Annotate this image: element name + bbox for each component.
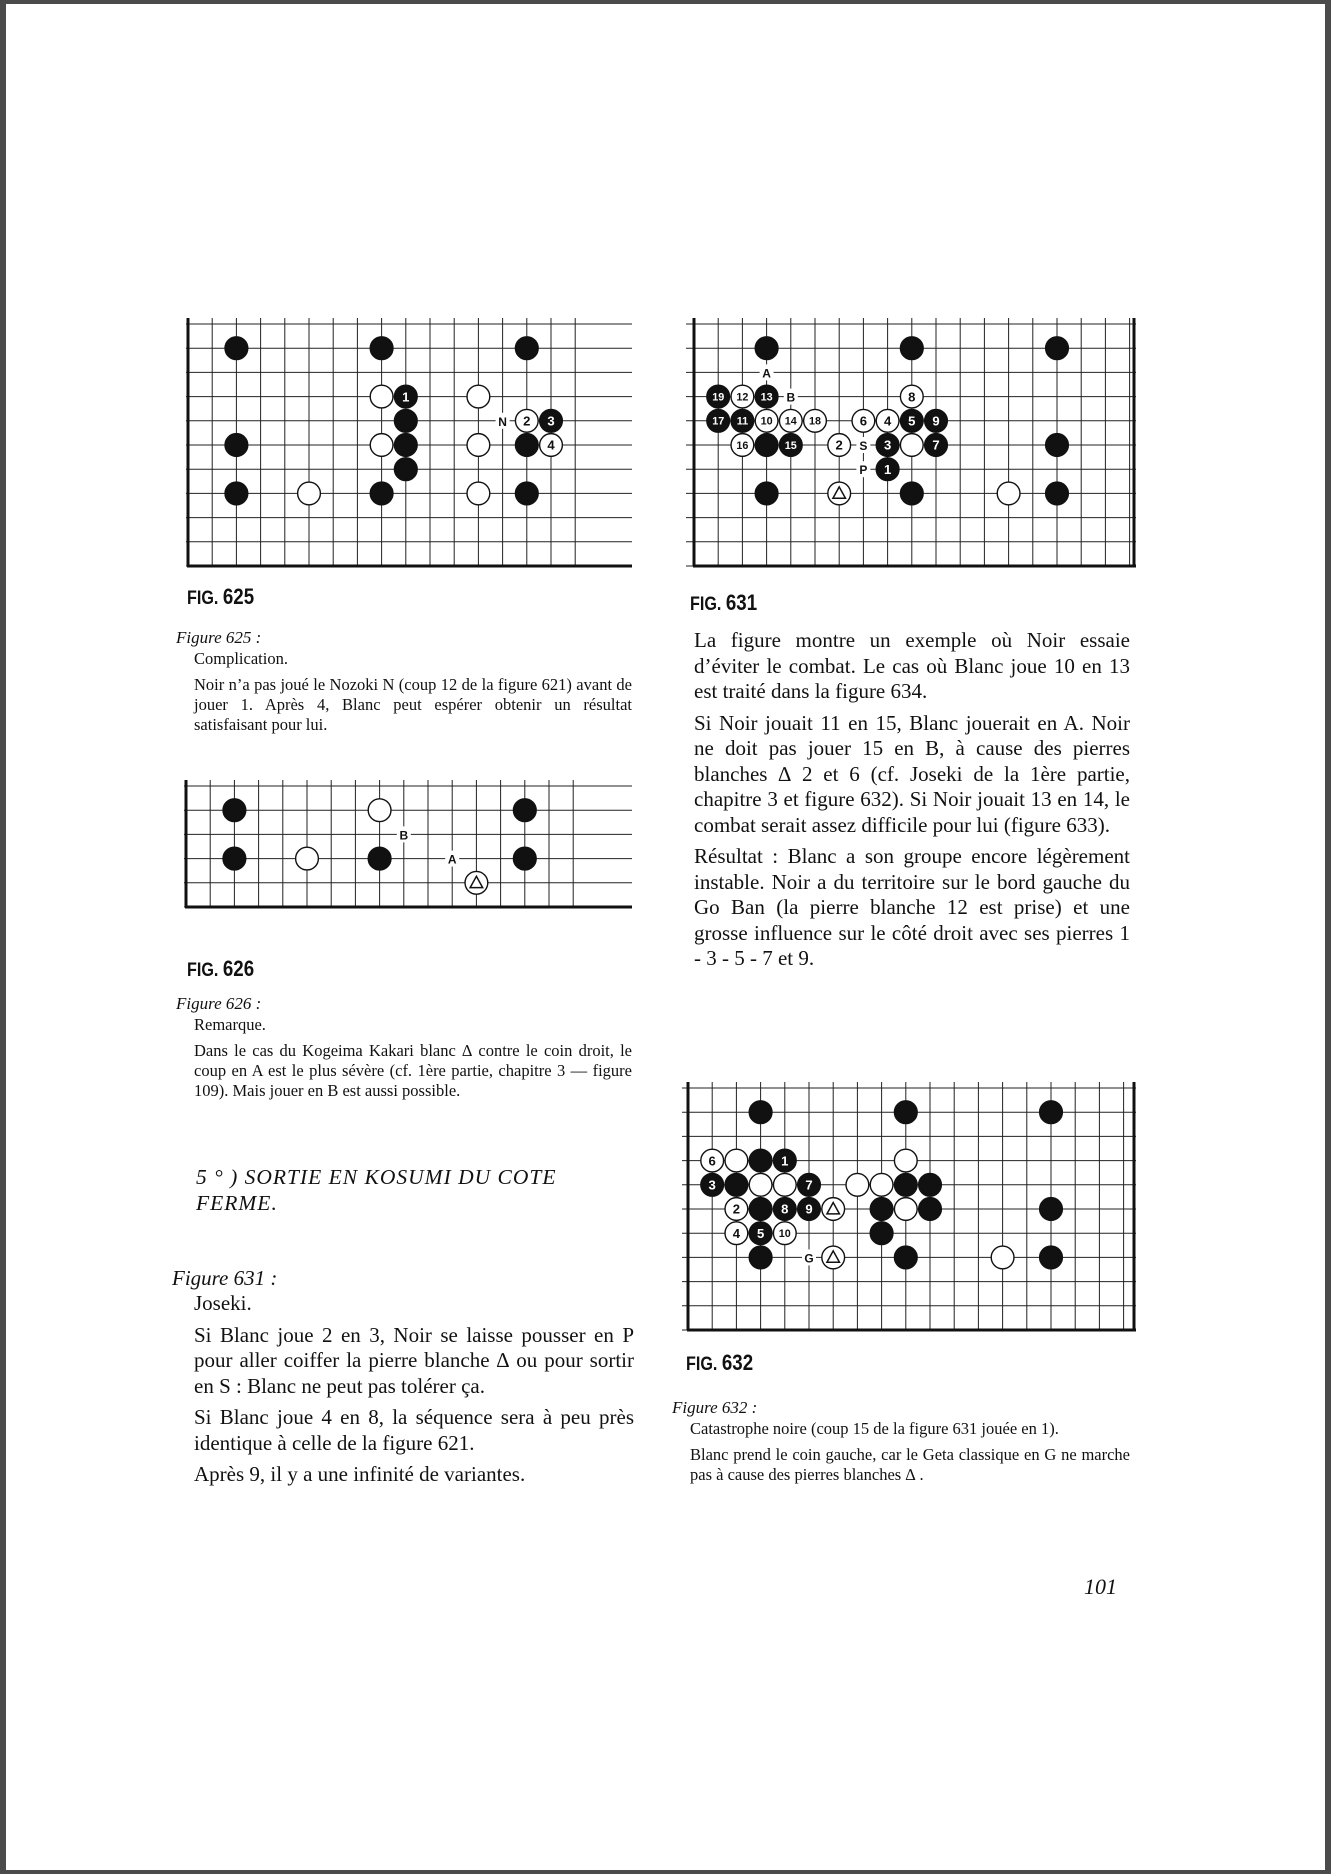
black-stone bbox=[513, 847, 536, 870]
white-stone bbox=[870, 1173, 893, 1196]
stone-number: 1 bbox=[781, 1153, 789, 1169]
black-stone bbox=[394, 458, 417, 481]
black-stone bbox=[223, 799, 246, 822]
black-stone bbox=[894, 1173, 917, 1196]
white-stone bbox=[828, 482, 851, 505]
board-letter: A bbox=[447, 852, 457, 867]
black-stone bbox=[749, 1222, 772, 1245]
black-stone bbox=[1046, 337, 1069, 360]
caption-title: Figure 625 : bbox=[176, 628, 262, 647]
caption-title: Figure 626 : bbox=[176, 994, 262, 1013]
white-stone bbox=[773, 1222, 796, 1245]
fig-631-caption bbox=[172, 1266, 634, 1488]
stone-number: 8 bbox=[781, 1201, 789, 1217]
stone-number: 3 bbox=[883, 437, 892, 453]
black-stone bbox=[515, 337, 538, 360]
stone-number: 10 bbox=[760, 415, 773, 428]
black-stone bbox=[370, 482, 393, 505]
black-stone bbox=[749, 1198, 772, 1221]
white-stone bbox=[900, 434, 923, 457]
black-stone bbox=[370, 337, 393, 360]
board-letter: A bbox=[762, 366, 771, 381]
white-stone bbox=[467, 482, 490, 505]
stone-number: 19 bbox=[712, 391, 725, 404]
black-stone bbox=[515, 482, 538, 505]
black-stone bbox=[513, 799, 536, 822]
black-stone bbox=[394, 434, 417, 457]
stone-number: 15 bbox=[784, 439, 797, 452]
stone-number: 3 bbox=[547, 413, 555, 429]
white-stone bbox=[779, 409, 802, 432]
stone-number: 14 bbox=[784, 415, 797, 428]
stone-number: 12 bbox=[736, 391, 749, 404]
board-letter: P bbox=[859, 463, 868, 478]
caption-subtitle: Complication. bbox=[194, 649, 288, 668]
stone-number: 4 bbox=[547, 437, 555, 453]
stone-number: 3 bbox=[708, 1177, 716, 1193]
white-stone bbox=[894, 1198, 917, 1221]
stone-number: 2 bbox=[835, 437, 843, 453]
stone-number: 5 bbox=[908, 413, 916, 429]
black-stone bbox=[225, 434, 248, 457]
black-stone bbox=[707, 385, 730, 408]
black-stone bbox=[900, 337, 923, 360]
white-stone bbox=[900, 385, 923, 408]
white-stone bbox=[370, 385, 393, 408]
stone-number: 2 bbox=[732, 1201, 741, 1217]
board-letter: G bbox=[804, 1251, 814, 1266]
stone-number: 18 bbox=[808, 415, 822, 428]
white-stone bbox=[515, 409, 538, 432]
fig-625-label: FIG. 625 bbox=[187, 584, 255, 609]
black-stone bbox=[798, 1173, 821, 1196]
stone-number: 8 bbox=[908, 389, 916, 405]
fig-631-label: FIG. 631 bbox=[690, 590, 758, 615]
black-stone bbox=[894, 1101, 917, 1124]
go-board-fig-632 bbox=[682, 1082, 1136, 1346]
white-stone bbox=[467, 434, 490, 457]
go-board-fig-626 bbox=[184, 780, 632, 950]
black-stone bbox=[798, 1198, 821, 1221]
fig-632-label: FIG. 632 bbox=[686, 1350, 754, 1375]
white-stone bbox=[822, 1198, 845, 1221]
black-stone bbox=[894, 1246, 917, 1269]
black-stone bbox=[925, 409, 948, 432]
book-page bbox=[6, 4, 1325, 1870]
white-stone bbox=[465, 871, 488, 894]
black-stone bbox=[749, 1101, 772, 1124]
black-stone bbox=[701, 1173, 724, 1196]
black-stone bbox=[225, 337, 248, 360]
black-stone bbox=[1040, 1198, 1063, 1221]
black-stone bbox=[755, 434, 778, 457]
board-letter: N bbox=[498, 414, 507, 429]
fig-626-label: FIG. 626 bbox=[187, 956, 255, 981]
black-stone bbox=[394, 385, 417, 408]
black-stone bbox=[773, 1198, 796, 1221]
stone-number: 16 bbox=[736, 439, 749, 452]
caption-paragraph: Si Blanc joue 2 en 3, Noir se laisse pousser en P pour aller coiffer la pierre blanche ∆ ou pour sortir en S : Blanc ne peut pas tolérer ça. bbox=[194, 1322, 634, 1398]
black-stone bbox=[876, 434, 899, 457]
stone-number: 13 bbox=[760, 391, 773, 404]
white-stone bbox=[773, 1173, 796, 1196]
stone-number: 9 bbox=[805, 1201, 813, 1217]
board-letter: B bbox=[399, 828, 409, 843]
stone-number: 4 bbox=[732, 1225, 741, 1241]
black-stone bbox=[925, 434, 948, 457]
section-heading: 5 ° ) SORTIE EN KOSUMI DU COTE FERME. bbox=[196, 1165, 557, 1215]
black-stone bbox=[1040, 1246, 1063, 1269]
black-stone bbox=[870, 1198, 893, 1221]
caption-text: Dans le cas du Kogeima Kakari blanc ∆ contre le coin droit, le coup en A est le plus sévère (cf. 1ère partie, chapitre 3 — figure 109). Mais jouer en B est aussi possible. bbox=[194, 1041, 632, 1100]
white-stone bbox=[296, 847, 319, 870]
stone-number: 2 bbox=[523, 413, 531, 429]
body-paragraph: Si Noir jouait 11 en 15, Blanc jouerait en A. Noir ne doit pas jouer 15 en B, à cause des pierres blanches ∆ 2 et 6 (cf. Joseki de la 1ère partie, chapitre 3 et figure 632). Si Noir jouait 13 en 14, le combat serait assez difficile pour lui (figure 633). bbox=[694, 710, 1130, 837]
white-stone bbox=[852, 409, 875, 432]
white-stone bbox=[991, 1246, 1014, 1269]
caption-paragraph: Si Blanc joue 4 en 8, la séquence sera à peu près identique à celle de la figure 621. bbox=[194, 1405, 634, 1455]
white-stone bbox=[828, 434, 851, 457]
black-stone bbox=[540, 409, 563, 432]
stone-number: 1 bbox=[883, 461, 892, 477]
caption-paragraph: Après 9, il y a une infinité de variantes. bbox=[194, 1462, 526, 1486]
stone-number: 7 bbox=[932, 437, 940, 453]
black-stone bbox=[515, 434, 538, 457]
board-letter: S bbox=[859, 439, 868, 453]
black-stone bbox=[1046, 434, 1069, 457]
white-stone bbox=[846, 1173, 869, 1196]
go-board-fig-625 bbox=[186, 318, 632, 580]
caption-subtitle: Joseki. bbox=[194, 1291, 252, 1315]
fig-626-caption bbox=[176, 994, 632, 1101]
black-stone bbox=[749, 1246, 772, 1269]
black-stone bbox=[919, 1173, 942, 1196]
board-letter: B bbox=[786, 390, 796, 405]
stone-number: 10 bbox=[778, 1228, 791, 1241]
white-stone bbox=[894, 1149, 917, 1172]
white-stone bbox=[298, 482, 321, 505]
black-stone bbox=[225, 482, 248, 505]
stone-number: 11 bbox=[736, 415, 749, 428]
black-stone bbox=[368, 847, 391, 870]
white-stone bbox=[370, 434, 393, 457]
caption-title: Figure 632 : bbox=[672, 1398, 758, 1417]
fig-625-caption bbox=[176, 628, 632, 735]
black-stone bbox=[779, 434, 802, 457]
black-stone bbox=[223, 847, 246, 870]
right-column-text bbox=[694, 628, 1130, 972]
black-stone bbox=[876, 458, 899, 481]
black-stone bbox=[773, 1149, 796, 1172]
white-stone bbox=[755, 409, 778, 432]
white-stone bbox=[725, 1198, 748, 1221]
black-stone bbox=[900, 409, 923, 432]
white-stone bbox=[749, 1173, 772, 1196]
black-stone bbox=[755, 385, 778, 408]
stone-number: 4 bbox=[883, 413, 892, 429]
white-stone bbox=[822, 1246, 845, 1269]
stone-number: 7 bbox=[805, 1177, 813, 1193]
white-stone bbox=[540, 434, 563, 457]
caption-text: Noir n’a pas joué le Nozoki N (coup 12 de la figure 621) avant de jouer 1. Après 4, Blanc peut espérer obtenir un résultat satisfaisant pour lui. bbox=[194, 675, 632, 734]
stone-number: 1 bbox=[402, 389, 410, 405]
stone-number: 9 bbox=[932, 413, 940, 429]
black-stone bbox=[394, 409, 417, 432]
white-stone bbox=[731, 434, 754, 457]
black-stone bbox=[919, 1198, 942, 1221]
black-stone bbox=[870, 1222, 893, 1245]
go-board-fig-631 bbox=[686, 318, 1136, 582]
black-stone bbox=[1040, 1101, 1063, 1124]
caption-paragraph: Blanc prend le coin gauche, car le Geta classique en G ne marche pas à cause des pierres blanches ∆ . bbox=[690, 1445, 1130, 1484]
black-stone bbox=[731, 409, 754, 432]
white-stone bbox=[725, 1222, 748, 1245]
caption-title: Figure 631 : bbox=[172, 1266, 278, 1290]
stone-number: 5 bbox=[756, 1225, 765, 1241]
black-stone bbox=[749, 1149, 772, 1172]
fig-632-caption bbox=[672, 1398, 1130, 1485]
white-stone bbox=[804, 409, 827, 432]
board-grid bbox=[184, 780, 632, 907]
page-number: 101 bbox=[1084, 1574, 1117, 1599]
black-stone bbox=[1046, 482, 1069, 505]
caption-subtitle: Remarque. bbox=[194, 1015, 266, 1034]
white-stone bbox=[876, 409, 899, 432]
caption-paragraph: Catastrophe noire (coup 15 de la figure 631 jouée en 1). bbox=[690, 1419, 1059, 1438]
black-stone bbox=[900, 482, 923, 505]
black-stone bbox=[755, 337, 778, 360]
body-paragraph: Résultat : Blanc a son groupe encore légèrement instable. Noir a du territoire sur le bord gauche du Go Ban (la pierre blanche 12 est prise) et une grosse influence sur le côté droit avec ses pierres 1 - 3 - 5 - 7 et 9. bbox=[694, 844, 1130, 970]
black-stone bbox=[707, 409, 730, 432]
stone-number: 17 bbox=[712, 415, 725, 428]
white-stone bbox=[725, 1149, 748, 1172]
black-stone bbox=[755, 482, 778, 505]
white-stone bbox=[701, 1149, 724, 1172]
stone-number: 6 bbox=[859, 413, 868, 429]
white-stone bbox=[368, 799, 391, 822]
white-stone bbox=[731, 385, 754, 408]
black-stone bbox=[725, 1173, 748, 1196]
stone-number: 6 bbox=[708, 1153, 716, 1169]
white-stone bbox=[467, 385, 490, 408]
body-paragraph: La figure montre un exemple où Noir essaie d’éviter le combat. Le cas où Blanc joue 10 en 13 est traité dans la figure 634. bbox=[694, 628, 1130, 703]
white-stone bbox=[997, 482, 1020, 505]
